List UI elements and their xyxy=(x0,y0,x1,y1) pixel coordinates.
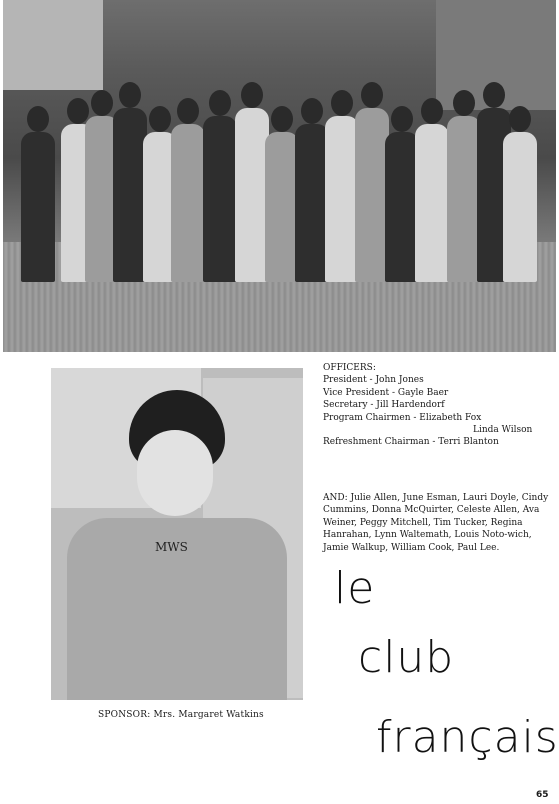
group-member-figure xyxy=(265,132,299,282)
group-member-head xyxy=(331,90,353,116)
group-member-head xyxy=(301,98,323,124)
title-line-3: français xyxy=(376,712,559,763)
group-member-head xyxy=(177,98,199,124)
group-member-figure xyxy=(503,132,537,282)
officer-secretary: Secretary - Jill Hardendorf xyxy=(323,400,445,411)
group-member-figure xyxy=(21,132,55,282)
officers-list xyxy=(323,362,553,449)
group-member-head xyxy=(67,98,89,124)
group-member-head xyxy=(209,90,231,116)
group-member-head xyxy=(421,98,443,124)
group-member-figure xyxy=(235,108,269,282)
group-member-figure xyxy=(385,132,419,282)
members-list: AND: Julie Allen, June Esman, Lauri Doyle, Cindy Cummins, Donna McQuirter, Celeste Allen, Ava Weiner, Peggy Mitchell, Tim Tucker, Regina Hanrahan, Lynn Waltemath, Louis Noto-wich, Jamie Walkup, William Cook, Paul Lee. xyxy=(323,493,549,553)
group-member-figure xyxy=(447,116,481,282)
group-member-figure xyxy=(295,124,329,282)
group-member-figure xyxy=(113,108,147,282)
group-photo xyxy=(3,0,556,352)
group-member-head xyxy=(361,82,383,108)
group-member-head xyxy=(27,106,49,132)
officer-vice-president: Vice President - Gayle Baer xyxy=(323,387,449,398)
page-number: 65 xyxy=(536,790,549,800)
group-member-head xyxy=(509,106,531,132)
title-line-1: le xyxy=(334,563,376,614)
building-left xyxy=(3,0,103,90)
group-member-head xyxy=(241,82,263,108)
group-member-figure xyxy=(415,124,449,282)
officer-refreshment-chairman: Refreshment Chairman - Terri Blanton xyxy=(323,437,499,448)
officers-heading: OFFICERS: xyxy=(323,363,376,373)
sponsor-caption: SPONSOR: Mrs. Margaret Watkins xyxy=(98,710,264,720)
sponsor-face xyxy=(137,430,213,516)
group-member-head xyxy=(391,106,413,132)
group-member-head xyxy=(453,90,475,116)
group-member-head xyxy=(91,90,113,116)
group-member-figure xyxy=(203,116,237,282)
sponsor-photo xyxy=(51,368,303,700)
title-line-2: club xyxy=(358,632,455,683)
group-member-figure xyxy=(325,116,359,282)
officer-program-chairmen-2: Linda Wilson xyxy=(473,425,533,436)
officer-program-chairmen: Program Chairmen - Elizabeth Fox xyxy=(323,412,482,423)
monogram: MWS xyxy=(155,540,188,554)
group-member-head xyxy=(483,82,505,108)
group-member-figure xyxy=(355,108,389,282)
group-member-figure xyxy=(171,124,205,282)
group-member-head xyxy=(271,106,293,132)
group-member-head xyxy=(119,82,141,108)
group-member-head xyxy=(149,106,171,132)
officer-president: President - John Jones xyxy=(323,375,424,386)
